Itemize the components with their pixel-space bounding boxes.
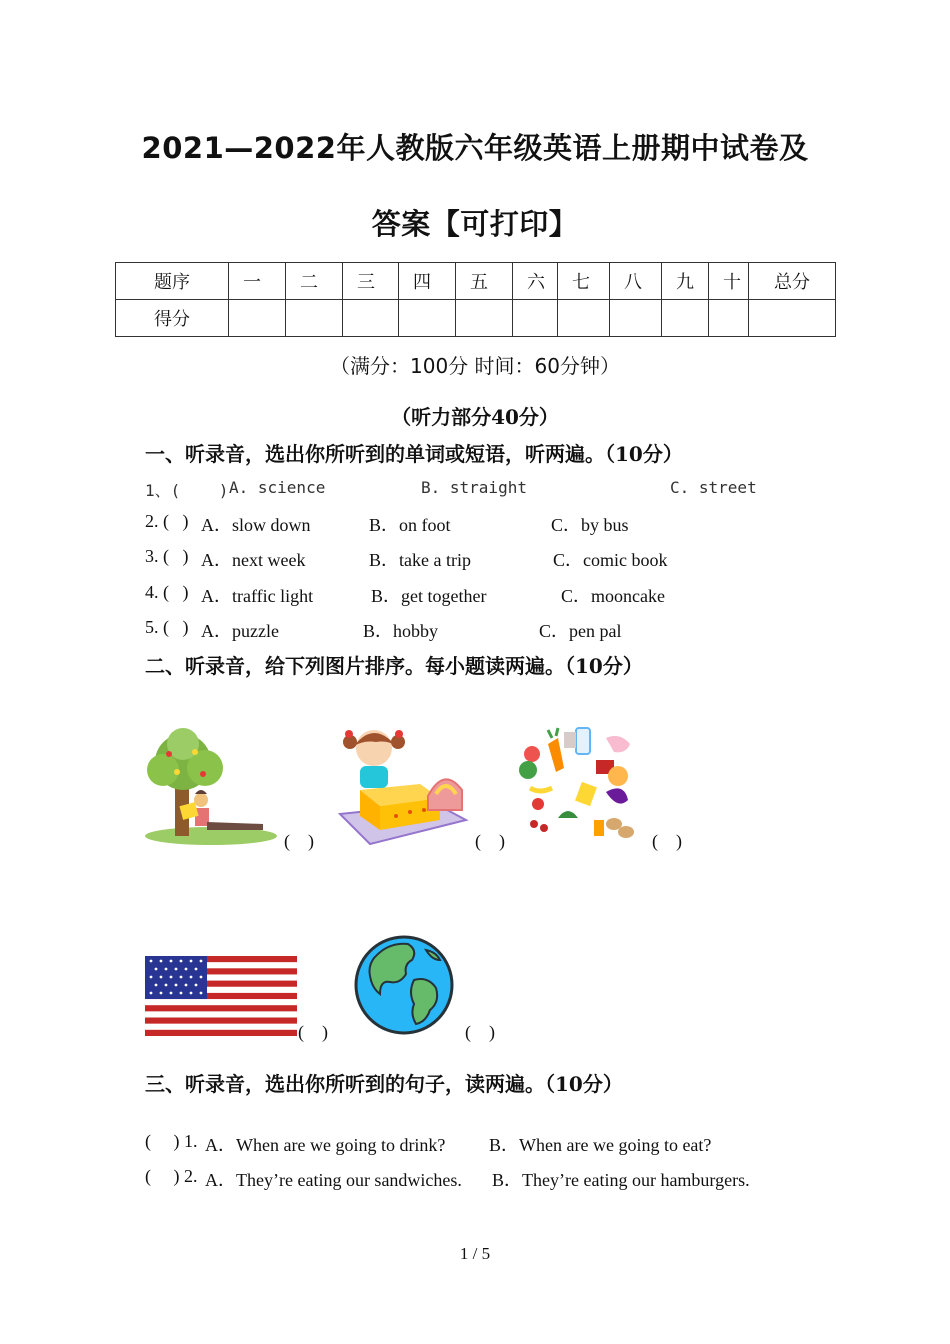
us-flag-picture [145, 956, 297, 1036]
table-cell: 六 [513, 263, 558, 300]
option-a: A．slow down [201, 515, 311, 535]
score-table [115, 262, 836, 337]
full-mark-info: （满分：100分 时间：60分钟） [330, 354, 620, 378]
score-cell[interactable] [343, 300, 399, 337]
table-cell: 一 [229, 263, 286, 300]
option-a: A．traffic light [201, 586, 314, 606]
score-cell[interactable] [399, 300, 456, 337]
question-number: 4. ( ) [145, 582, 189, 602]
option-a: A．They’re eating our sandwiches. [205, 1170, 462, 1190]
score-cell[interactable] [558, 300, 610, 337]
question-number: 2. ( ) [145, 511, 189, 531]
score-table-score-row [116, 300, 836, 337]
option-b: B．take a trip [369, 550, 471, 570]
score-cell[interactable] [610, 300, 662, 337]
table-cell: 得分 [116, 300, 229, 337]
answer-blank[interactable]: ( ) [465, 1022, 495, 1042]
page-number: 1 / 5 [459, 1244, 491, 1263]
table-cell: 二 [286, 263, 343, 300]
table-cell: 题序 [116, 263, 229, 300]
question-number: ( ) 1. [145, 1131, 198, 1151]
table-cell: 九 [662, 263, 709, 300]
score-cell[interactable] [286, 300, 343, 337]
section2-title: 二、听录音，给下列图片排序。每小题读两遍。（10分） [145, 654, 643, 678]
score-cell[interactable] [662, 300, 709, 337]
option-b: B．hobby [363, 621, 439, 641]
listening-part-heading: （听力部分40分） [391, 405, 559, 429]
section1-title: 一、听录音，选出你所听到的单词或短语，听两遍。（10分） [145, 442, 683, 466]
girl-cake-picture [336, 724, 470, 848]
option-b: B．on foot [369, 515, 451, 535]
option-c: C．mooncake [561, 586, 665, 606]
answer-blank[interactable]: ( ) [652, 831, 682, 851]
score-cell[interactable] [229, 300, 286, 337]
question-number: 3. ( ) [145, 546, 189, 566]
option-b: B．They’re eating our hamburgers. [492, 1170, 750, 1190]
question-number: 1、( ) [145, 481, 229, 500]
option-a: A．When are we going to drink? [205, 1135, 446, 1155]
score-table-header-row [116, 263, 836, 300]
food-picture [518, 724, 642, 848]
score-cell[interactable] [749, 300, 836, 337]
option-c: C．comic book [553, 550, 668, 570]
table-cell: 八 [610, 263, 662, 300]
section3-title: 三、听录音，选出你所听到的句子，读两遍。（10分） [145, 1072, 623, 1096]
score-cell[interactable] [456, 300, 513, 337]
option-a: A. science [229, 478, 326, 497]
table-cell: 四 [399, 263, 456, 300]
answer-blank[interactable]: ( ) [298, 1022, 328, 1042]
table-cell: 总分 [749, 263, 836, 300]
question-number: 5. ( ) [145, 617, 189, 637]
score-cell[interactable] [513, 300, 558, 337]
option-a: A．puzzle [201, 621, 279, 641]
option-b: B．get together [371, 586, 487, 606]
answer-blank[interactable]: ( ) [475, 831, 505, 851]
table-cell: 十 [709, 263, 749, 300]
table-cell: 三 [343, 263, 399, 300]
globe-picture [352, 934, 456, 1036]
table-cell: 七 [558, 263, 610, 300]
question-number: ( ) 2. [145, 1166, 198, 1186]
option-c: C. street [670, 478, 757, 497]
tree-reading-picture [143, 724, 279, 848]
option-a: A．next week [201, 550, 306, 570]
option-c: C．by bus [551, 515, 629, 535]
option-b: B．When are we going to eat? [489, 1135, 712, 1155]
option-b: B. straight [421, 478, 527, 497]
doc-title-line2: 答案【可打印】 [371, 207, 579, 241]
table-cell: 五 [456, 263, 513, 300]
doc-title-line1: 2021—2022年人教版六年级英语上册期中试卷及 [141, 131, 809, 165]
option-c: C．pen pal [539, 621, 622, 641]
answer-blank[interactable]: ( ) [284, 831, 314, 851]
score-cell[interactable] [709, 300, 749, 337]
